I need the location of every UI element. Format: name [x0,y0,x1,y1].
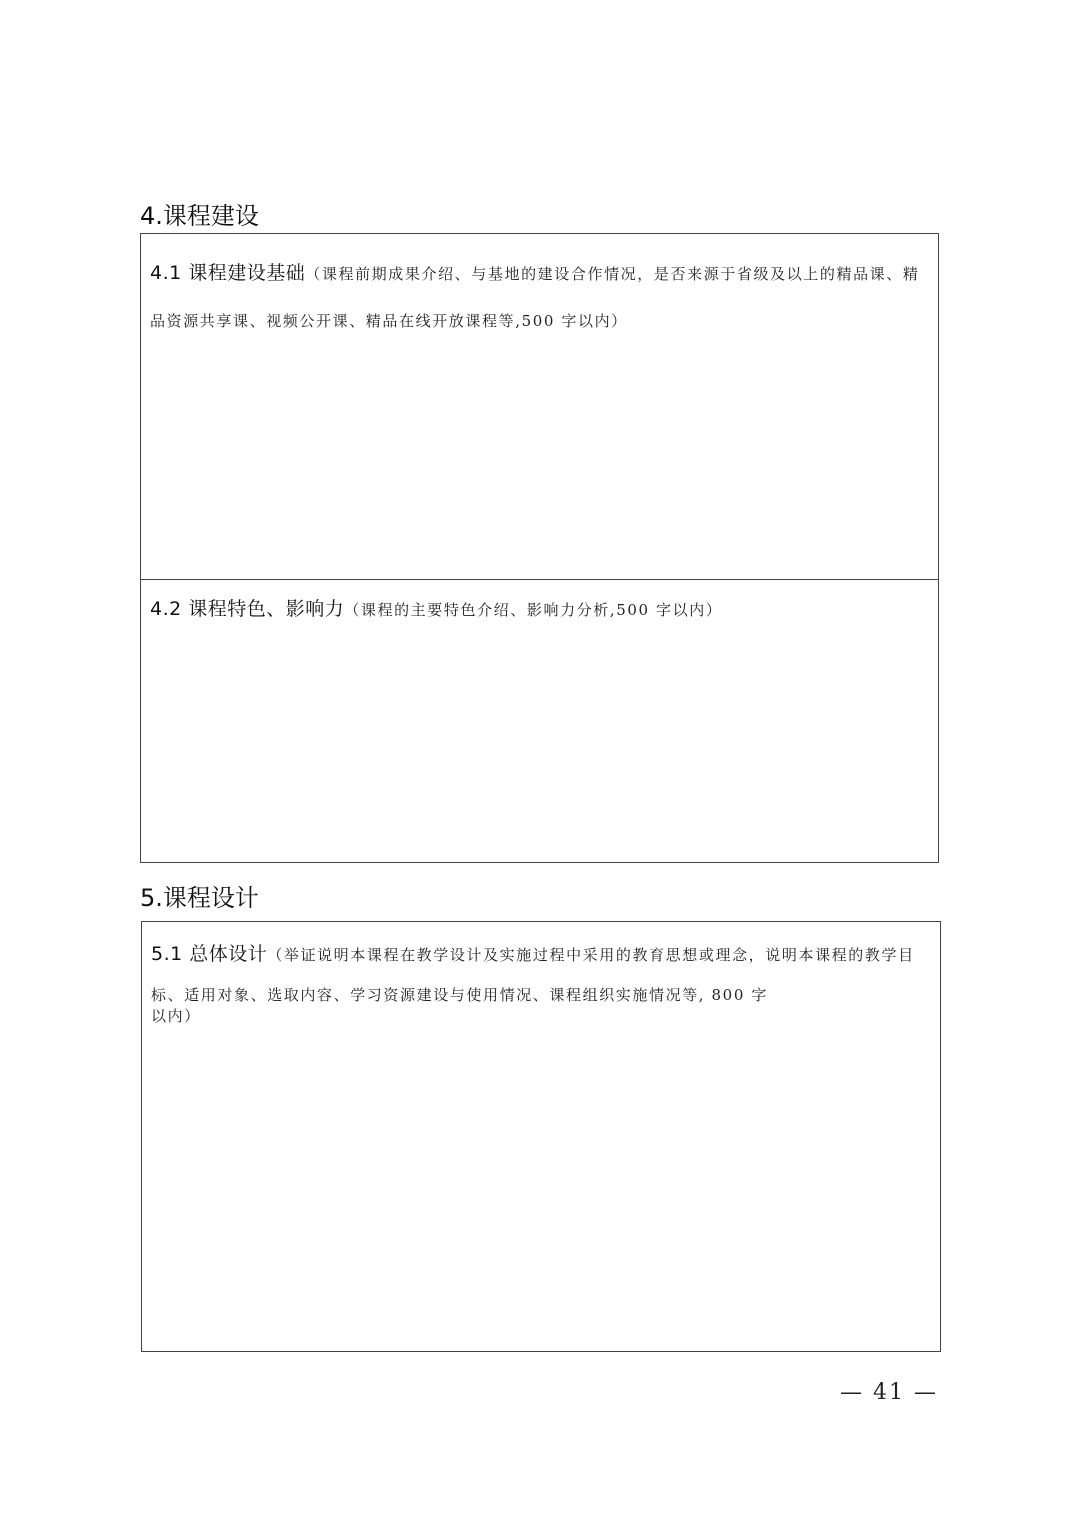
item-4-2-text [150,586,928,634]
item-4-1-note: （课程前期成果介绍、与基地的建设合作情况，是否来源于省级及以上的精品课、精品资源共享课、视频公开课、精品在线开放课程等,500 字以内） [150,265,920,330]
section-5-title: 5.课程设计 [140,884,259,912]
item-4-2-cell[interactable] [141,579,938,862]
item-4-2-note: （课程的主要特色介绍、影响力分析,500 字以内） [344,601,723,619]
item-4-1-text [150,250,928,345]
item-5-1-text [151,934,930,1025]
item-5-1-note: （举证说明本课程在教学设计及实施过程中采用的教育思想或理念，说明本课程的教学目标、适用对象、选取内容、学习资源建设与使用情况、课程组织实施情况等, 800 字 [151,946,915,1004]
item-4-2-heading: 4.2 课程特色、影响力 [150,598,345,620]
item-4-1-cell[interactable] [141,234,938,579]
page-number: — 41 — [840,1380,938,1405]
item-5-1-cell[interactable] [142,922,940,1351]
section-5-form-table [141,921,941,1352]
item-4-1-heading: 4.1 课程建设基础 [150,262,306,284]
section-4-form-table [140,233,939,863]
item-5-1-note-tail: 以内） [151,1007,201,1025]
item-5-1-heading: 5.1 总体设计 [151,943,268,965]
section-4-title: 4.课程建设 [140,202,259,230]
